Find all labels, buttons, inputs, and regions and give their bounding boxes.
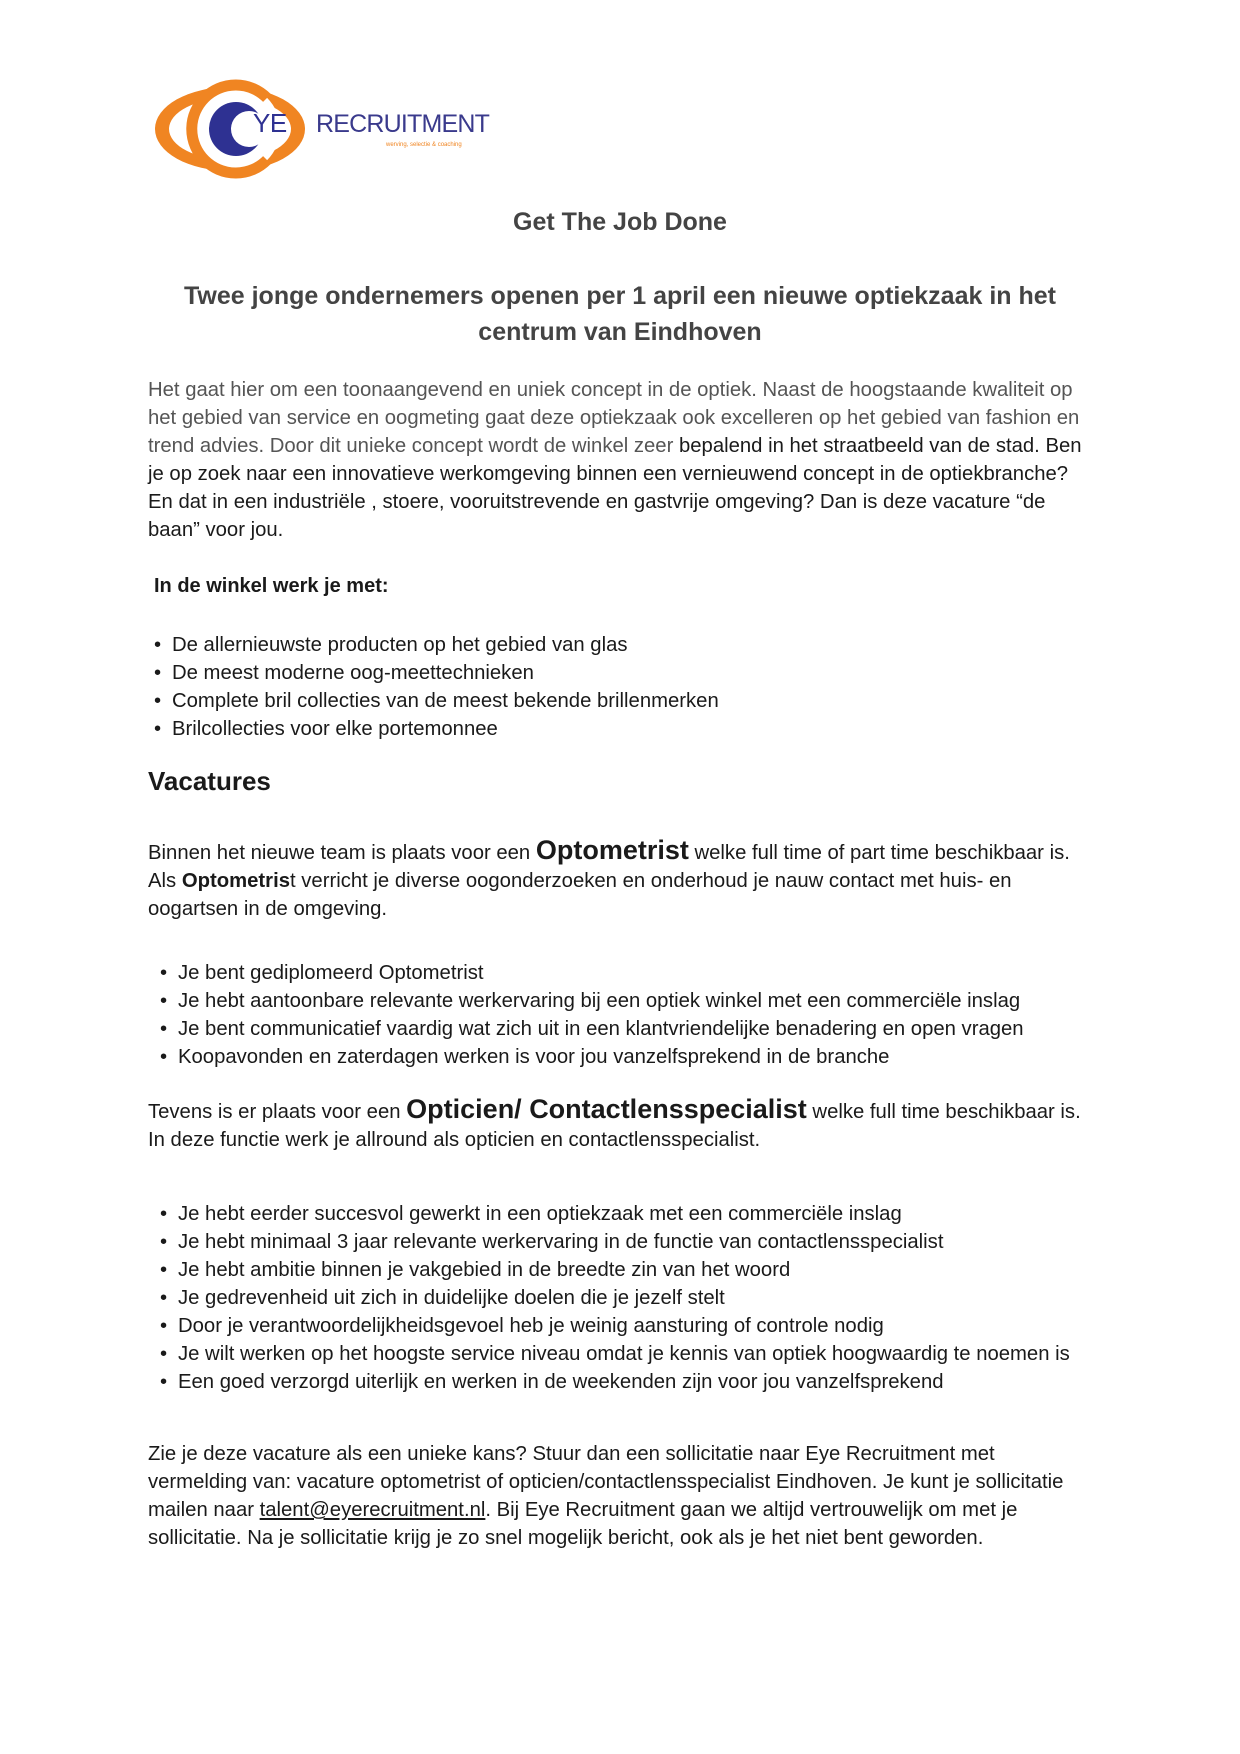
eye-logo-icon (150, 74, 320, 184)
opticien-desc-text: welke full time beschikbaar is. In deze functie werk je allround als opticien en contactlensspecialist. (148, 1101, 1081, 1151)
logo-tagline: werving, selectie & coaching (386, 142, 462, 148)
list-item: • De meest moderne oog-meettechnieken (154, 659, 719, 687)
company-logo (150, 74, 490, 184)
list-item: • Je bent gediplomeerd Optometrist (160, 959, 1024, 987)
store-list (154, 631, 719, 743)
intro-paragraph (148, 376, 1098, 544)
store-heading: In de winkel werk je met: (154, 575, 389, 597)
page-subtitle: Twee jonge ondernemers openen per 1 april een nieuwe optiekzaak in het centrum van Eindhoven (184, 282, 1056, 346)
optometrist-intro-text: Binnen het nieuwe team is plaats voor een (148, 842, 536, 864)
closing-intro-text: Zie je deze vacature als een unieke kans? Stuur dan een sollicitatie naar Eye Recruitment met vermelding van: vacature optometrist of opticien/contactlensspecialist Eindhoven. Je kunt je sollicitatie mailen naar (148, 1443, 1064, 1521)
list-item: • Complete bril collecties van de meest bekende brillenmerken (154, 687, 719, 715)
list-item: • Brilcollecties voor elke portemonnee (154, 715, 719, 743)
intro-dark-text: bepalend in het straatbeeld van de stad. Ben je op zoek naar een innovatieve werkomgeving binnen een vernieuwend concept in de optiekbranche? En dat in een industriële , stoere, vooruitstrevende en gastvrije omgeving? Dan is deze vacature “de baan” voor jou. (148, 435, 1082, 541)
list-item: • Je wilt werken op het hoogste service niveau omdat je kennis van optiek hoogwaardig te noemen is (160, 1340, 1100, 1368)
optometrist-desc-text: t verricht je diverse oogonderzoeken en onderhoud je nauw contact met huis- en oogartsen in de omgeving. (148, 870, 1012, 920)
optometrist-mid-text: welke full time of part time beschikbaar is. Als (148, 842, 1070, 892)
list-item: • De allernieuwste producten op het gebied van glas (154, 631, 719, 659)
email-link[interactable]: talent@eyerecruitment.nl (259, 1499, 486, 1521)
page-title: Get The Job Done (513, 208, 727, 236)
optometrist-paragraph (148, 836, 1098, 923)
list-item: • Je hebt eerder succesvol gewerkt in een optiekzaak met een commerciële inslag (160, 1200, 1100, 1228)
intro-grey-text: Het gaat hier om een toonaangevend en uniek concept in de optiek. Naast de hoogstaande kwaliteit op het gebied van service en oogmeting gaat deze optiekzaak ook excelleren op het gebied van fashion en trend advies. Door dit unieke concept wordt de winkel zeer (148, 379, 1080, 457)
list-item: • Koopavonden en zaterdagen werken is voor jou vanzelfsprekend in de branche (160, 1043, 1024, 1071)
list-item: • Je hebt minimaal 3 jaar relevante werkervaring in de functie van contactlensspecialist (160, 1228, 1100, 1256)
logo-wordmark: RECRUITMENT (316, 110, 490, 138)
vacatures-heading: Vacatures (148, 766, 271, 796)
opticien-paragraph (148, 1095, 1098, 1154)
optometrist-role-inline: Optometris (181, 870, 290, 892)
list-item: • Je gedrevenheid uit zich in duidelijke doelen die je jezelf stelt (160, 1284, 1100, 1312)
list-item: • Je bent communicatief vaardig wat zich uit in een klantvriendelijke benadering en open vragen (160, 1015, 1024, 1043)
list-item: • Je hebt aantoonbare relevante werkervaring bij een optiek winkel met een commerciële inslag (160, 987, 1024, 1015)
opticien-requirements (160, 1200, 1100, 1396)
optometrist-requirements (160, 959, 1024, 1071)
opticien-role: Opticien/ Contactlensspecialist (406, 1094, 807, 1124)
closing-paragraph (148, 1440, 1098, 1552)
closing-outro-text: . Bij Eye Recruitment gaan we altijd vertrouwelijk om met je sollicitatie. Na je sollicitatie krijg je zo snel mogelijk bericht, ook als je het niet bent geworden. (148, 1499, 1018, 1549)
opticien-intro-text: Tevens is er plaats voor een (148, 1101, 407, 1123)
list-item: • Door je verantwoordelijkheidsgevoel heb je weinig aansturing of controle nodig (160, 1312, 1100, 1340)
logo-ye-text: YE (253, 108, 287, 138)
optometrist-role: Optometrist (535, 835, 689, 865)
list-item: • Je hebt ambitie binnen je vakgebied in de breedte zin van het woord (160, 1256, 1100, 1284)
list-item: • Een goed verzorgd uiterlijk en werken in de weekenden zijn voor jou vanzelfsprekend (160, 1368, 1100, 1396)
